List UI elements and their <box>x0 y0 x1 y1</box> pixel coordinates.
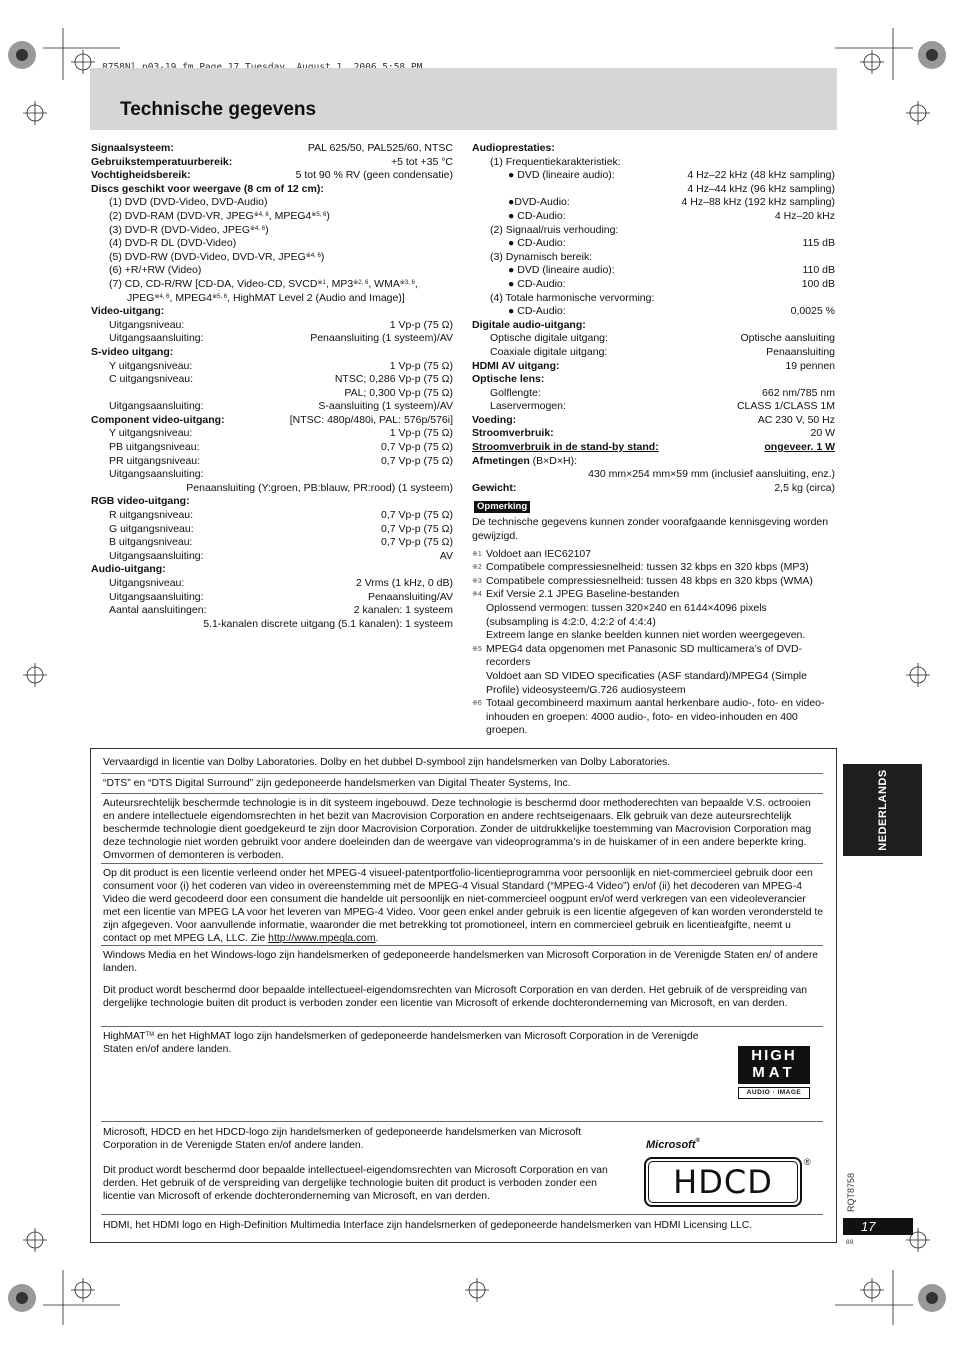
macrovision-notice: Auteursrechtelijk beschermde technologie is in dit systeem ingebouwd. Deze technologie is beschermd door methoderechten van bepaalde V.S. octrooien en andere intellectuele eigendomsrechten in het bezit van Macrovision Corporation en andere rechtseigenaars. Elk gebruik van deze auteursrechtelijk beschermde technologie dient goedgekeurd te zijn door Macrovision Corporation. Zonder de uitdrukkelijke toestemming van Macrovision Corporation mag deze technologie niet worden gebruikt voor andere doeleinden dan de weergave van videoprogramma’s in de huiskamer of in een andere beperkte kring. Omvormen of demonteren is verboden. <box>103 798 812 862</box>
spec-label: (3) Dynamisch bereik: <box>490 250 593 263</box>
spec-value: 5.1-kanalen discrete uitgang (5.1 kanalen): 1 systeem <box>203 617 453 630</box>
spec-value: Penaansluiting <box>766 345 835 358</box>
spec-label: Uitgangsniveau: <box>109 318 185 331</box>
spec-label: G uitgangsniveau: <box>109 522 194 535</box>
spec-heading: RGB video-uitgang: <box>91 495 190 508</box>
highmat-logo <box>738 1046 810 1102</box>
spec-label: ● DVD (lineaire audio): <box>508 264 615 277</box>
spec-heading: S-video uitgang: <box>91 345 174 358</box>
spec-value: ongeveer. 1 W <box>764 441 835 454</box>
spec-value: +5 tot +35 °C <box>391 155 453 168</box>
spec-label: Y uitgangsniveau: <box>109 359 193 372</box>
spec-label: Uitgangsaansluiting: <box>109 332 204 345</box>
spec-label: Optische digitale uitgang: <box>490 332 608 345</box>
spec-label: Uitgangsaansluiting: <box>109 549 204 562</box>
spec-value: 110 dB <box>802 264 835 277</box>
spec-value: 0,0025 % <box>790 305 835 318</box>
spec-label: Coaxiale digitale uitgang: <box>490 345 608 358</box>
disc-item: (5) DVD-RW (DVD-Video, DVD-VR, JPEG$^{※4, 6}$) <box>109 250 325 263</box>
spec-label: (4) Totale harmonische vervorming: <box>490 291 655 304</box>
mpegla-link[interactable]: http://www.mpegla.com <box>268 933 376 945</box>
page-title: Technische gegevens <box>120 99 317 120</box>
spec-heading: Discs geschikt voor weergave (8 cm of 12 cm): <box>91 182 324 195</box>
disc-item: (6) +R/+RW (Video) <box>109 264 202 277</box>
mpeg4-notice: Op dit product is een licentie verleend onder het MPEG-4 visueel-patentportfolio-licentieprogramma voor persoonlijk en niet-commercieel gebruik door een consument voor (i) het coderen van video in overeenstemming met de MPEG-4 Visual Standard (“MPEG-4 Video”) en/of (ii) het decoderen van MPEG-4 Video die werd gecodeerd door een consument die handelde uit persoonlijk en niet-commercieel oogpunt en/of werd verkregen van een videoleverancier met een licentie van MPEG LA voor het leveren van MPEG-4 Video. Voor geen enkel ander gebruik is een licentie afgegeven of kan worden verondersteld te zijn afgegeven. Voor aanvullende informatie, waaronder die met betrekking tot promotioneel, intern en commercieel gebruik en licentieafgifte, neemt u contact op met MPEG LA, LLC. Zie http://www.mpegla.com. <box>103 868 824 945</box>
spec-value: 2 Vrms (1 kHz, 0 dB) <box>355 577 453 589</box>
spec-label: PB uitgangsniveau: <box>109 441 200 454</box>
disc-item: (3) DVD-R (DVD-Video, JPEG$^{※4, 6}$) <box>109 223 269 236</box>
spec-label: Gebruikstemperatuurbereik: <box>91 155 233 168</box>
disc-item: (1) DVD (DVD-Video, DVD-Audio) <box>109 196 268 209</box>
spec-value: 0,7 Vp-p (75 Ω) <box>380 522 453 535</box>
spec-label: HDMI AV uitgang: <box>472 359 560 372</box>
spec-heading: Optische lens: <box>472 373 545 386</box>
hdcd-logo <box>644 1137 814 1209</box>
spec-label: ● CD-Audio: <box>508 209 566 222</box>
highmat-notice: HighMAT™ en het HighMAT logo zijn handelsmerken of gedeponeerde handelsmerken van Microsoft Corporation in de Verenigde Staten en/of andere landen. <box>103 1031 699 1056</box>
hdcd-protection: Dit product wordt beschermd door bepaalde intellectueel-eigendomsrechten van Microsoft Corporation en van derden. Het gebruik of de verspreiding van dergelijke technologie buiten dit product is verboden zonder een licentie van Microsoft of erkende dochteronderneming van Microsoft, en van derden. <box>103 1165 608 1203</box>
footnote: ※4 Exif Versie 2.1 JPEG Baseline-bestanden Oplossend vermogen: tussen 320×240 en 6144×4096 pixels (subsampling is 4:2:0, 4:2:2 of 4:4:4) Extreem lange en slanke beelden kunnen niet worden weergegeven. <box>472 588 806 642</box>
spec-heading: Component video-uitgang: <box>91 413 225 426</box>
spec-value: PAL; 0,300 Vp-p (75 Ω) <box>344 386 453 399</box>
spec-label: Uitgangsniveau: <box>109 577 185 589</box>
spec-label: Voeding: <box>472 413 517 426</box>
spec-label: Y uitgangsniveau: <box>109 427 193 440</box>
highmat-logo-sub: AUDIO · IMAGE <box>738 1087 810 1099</box>
hdcd-registered: ® <box>804 1157 811 1167</box>
disc-item: (7) CD, CD-R/RW [CD-DA, Video-CD, SVCD$^{※1}$, MP3$^{※2, 6}$, WMA$^{※3, 6}$, <box>109 277 418 290</box>
divider <box>101 1026 823 1027</box>
spec-value: Penaansluiting (Y:groen, PB:blauw, PR:rood) (1 systeem) <box>186 481 453 494</box>
spec-value: Penaansluiting (1 systeem)/AV <box>310 332 453 345</box>
note-badge: Opmerking <box>474 501 530 513</box>
spec-label: Uitgangsaansluiting: <box>109 400 204 413</box>
spec-value: 100 dB <box>801 277 835 290</box>
spec-value: 115 dB <box>802 237 835 250</box>
spec-value: 4 Hz–20 kHz <box>774 209 835 222</box>
spec-label: Laservermogen: <box>490 400 566 413</box>
highmat-logo-mat: MAT <box>752 1064 796 1081</box>
spec-value: AV <box>439 549 453 562</box>
spec-label: C uitgangsniveau: <box>109 373 194 386</box>
language-tab: NEDERLANDS <box>843 764 922 856</box>
spec-value: 1 Vp-p (75 Ω) <box>389 359 453 372</box>
divider <box>101 863 823 864</box>
spec-heading: Audioprestaties: <box>472 142 555 154</box>
spec-value: 19 pennen <box>785 359 835 372</box>
spec-label: ● CD-Audio: <box>508 277 566 290</box>
spec-label: B uitgangsniveau: <box>109 536 193 549</box>
divider <box>101 773 823 774</box>
disc-item-cont: JPEG$^{※4, 6}$, MPEG4$^{※5, 6}$, HighMAT Level 2 (Audio and Image)] <box>127 291 405 304</box>
right-spec-column <box>472 142 835 738</box>
spec-value: NTSC; 0,286 Vp-p (75 Ω) <box>334 373 453 386</box>
spec-label: Uitgangsaansluiting: <box>109 468 204 481</box>
spec-value: 4 Hz–88 kHz (192 kHz sampling) <box>681 196 835 209</box>
spec-label: Golflengte: <box>490 386 541 399</box>
spec-value: 0,7 Vp-p (75 Ω) <box>380 509 453 522</box>
hdmi-notice: HDMI, het HDMI logo en High-Definition Multimedia Interface zijn handelsmerken of gedeponeerde handelsmerken van HDMI Licensing LLC. <box>103 1220 753 1231</box>
spec-value: 2 kanalen: 1 systeem <box>353 604 453 617</box>
trademark-box <box>90 748 837 1243</box>
left-spec-column <box>91 142 453 631</box>
spec-label: PR uitgangsniveau: <box>109 454 201 467</box>
spec-value: 0,7 Vp-p (75 Ω) <box>380 454 453 467</box>
small-page-code: 89 <box>846 1239 854 1246</box>
spec-value: AC 230 V, 50 Hz <box>757 413 835 426</box>
page-number: 17 <box>843 1218 913 1235</box>
spec-label: Gewicht: <box>472 481 517 494</box>
disc-item: (2) DVD-RAM (DVD-VR, JPEG$^{※4, 6}$, MPEG4$^{※5, 6}$) <box>109 209 330 222</box>
windows-media-notice: Windows Media en het Windows-logo zijn handelsmerken of gedeponeerde handelsmerken van Microsoft Corporation in de Verenigde Staten en/ of andere landen. <box>103 950 819 975</box>
spec-value: 1 Vp-p (75 Ω) <box>389 427 453 440</box>
note-text: De technische gegevens kunnen zonder voorafgaande kennisgeving worden gewijzigd. <box>472 516 829 543</box>
spec-heading: Video-uitgang: <box>91 305 165 318</box>
divider <box>101 1214 823 1215</box>
footnote: ※6 Totaal gecombineerd maximum aantal herkenbare audio-, foto- en video-inhouden en groepen: 4000 audio-, foto- en video-inhouden en 400 groepen. <box>472 697 825 737</box>
divider <box>101 1121 823 1122</box>
footnote: ※5 MPEG4 data opgenomen met Panasonic SD multicamera’s of DVD-recorders Voldoet aan SD VIDEO specificaties (ASF standard)/MPEG4 (Simple Profile) videosysteem/G.726 audiosysteem <box>472 642 807 696</box>
spec-value: 662 nm/785 nm <box>762 386 835 399</box>
spec-value: 20 W <box>810 427 835 440</box>
spec-value: CLASS 1/CLASS 1M <box>736 400 835 413</box>
spec-label: Stroomverbruik in de stand-by stand: <box>472 441 659 454</box>
spec-label: ● CD-Audio: <box>508 237 566 250</box>
doc-code: RQT8758 <box>846 1172 856 1212</box>
spec-value: 4 Hz–22 kHz (48 kHz sampling) <box>687 169 835 182</box>
hdcd-wordmark: HDCD <box>673 1163 773 1201</box>
divider <box>101 945 823 946</box>
spec-label: ● CD-Audio: <box>508 305 566 318</box>
spec-label: ● DVD (lineaire audio): <box>508 169 615 182</box>
spec-value: 4 Hz–44 kHz (96 kHz sampling) <box>687 182 835 195</box>
spec-label: R uitgangsniveau: <box>109 509 194 522</box>
spec-label: Uitgangsaansluiting: <box>109 590 204 603</box>
spec-value: 1 Vp-p (75 Ω) <box>389 318 453 331</box>
spec-label: ●DVD-Audio: <box>508 196 570 209</box>
spec-value: 430 mm×254 mm×59 mm (inclusief aansluiting, enz.) <box>588 468 835 481</box>
spec-value: 0,7 Vp-p (75 Ω) <box>380 441 453 454</box>
spec-value: PAL 625/50, PAL525/60, NTSC <box>307 142 453 154</box>
microsoft-wordmark: Microsoft® <box>646 1138 700 1151</box>
footnote: ※1 Voldoet aan IEC62107 <box>472 547 592 560</box>
hdcd-notice: Microsoft, HDCD en het HDCD-logo zijn handelsmerken of gedeponeerde handelsmerken van Microsoft Corporation in de Verenigde Staten en/of andere landen. <box>103 1127 582 1152</box>
spec-value: Optische aansluiting <box>740 332 835 345</box>
spec-label: Vochtigheidsbereik: <box>91 169 191 182</box>
spec-label: Signaalsysteem: <box>91 142 174 154</box>
spec-value: Penaansluiting/AV <box>367 590 453 603</box>
spec-label: (1) Frequentiekarakteristiek: <box>490 155 621 168</box>
spec-label: (2) Signaal/ruis verhouding: <box>490 223 619 236</box>
highmat-logo-high: HIGH <box>751 1047 797 1064</box>
spec-value: 0,7 Vp-p (75 Ω) <box>380 536 453 549</box>
dolby-notice: Vervaardigd in licentie van Dolby Laboratories. Dolby en het dubbel D-symbool zijn handelsmerken van Dolby Laboratories. <box>103 757 671 768</box>
footnote: ※2 Compatibele compressiesnelheid: tussen 32 kbps en 320 kbps (MP3) <box>472 561 809 574</box>
spec-value: [NTSC: 480p/480i, PAL: 576p/576i] <box>289 413 453 426</box>
spec-label: Afmetingen (B×D×H): <box>472 454 578 467</box>
windows-media-protection: Dit product wordt beschermd door bepaalde intellectueel-eigendomsrechten van Microsoft Corporation en van derden. Het gebruik of de verspreiding van dergelijke technologie buiten dit product is verboden zonder een licentie van Microsoft of erkende dochteronderneming van Microsoft, en van derden. <box>103 985 808 1010</box>
dts-notice: “DTS” en “DTS Digital Surround” zijn gedeponeerde handelsmerken van Digital Theater Systems, Inc. <box>103 778 571 789</box>
divider <box>101 793 823 794</box>
disc-item: (4) DVD-R DL (DVD-Video) <box>109 237 237 250</box>
spec-value: S-aansluiting (1 systeem)/AV <box>318 400 453 413</box>
spec-label: Aantal aansluitingen: <box>109 604 207 617</box>
spec-heading: Digitale audio-uitgang: <box>472 318 586 331</box>
spec-heading: Audio-uitgang: <box>91 563 166 576</box>
spec-value: 5 tot 90 % RV (geen condensatie) <box>295 169 453 182</box>
footnote: ※3 Compatibele compressiesnelheid: tussen 48 kbps en 320 kbps (WMA) <box>472 574 813 587</box>
spec-label: Stroomverbruik: <box>472 427 554 440</box>
spec-value: 2,5 kg (circa) <box>774 481 835 494</box>
